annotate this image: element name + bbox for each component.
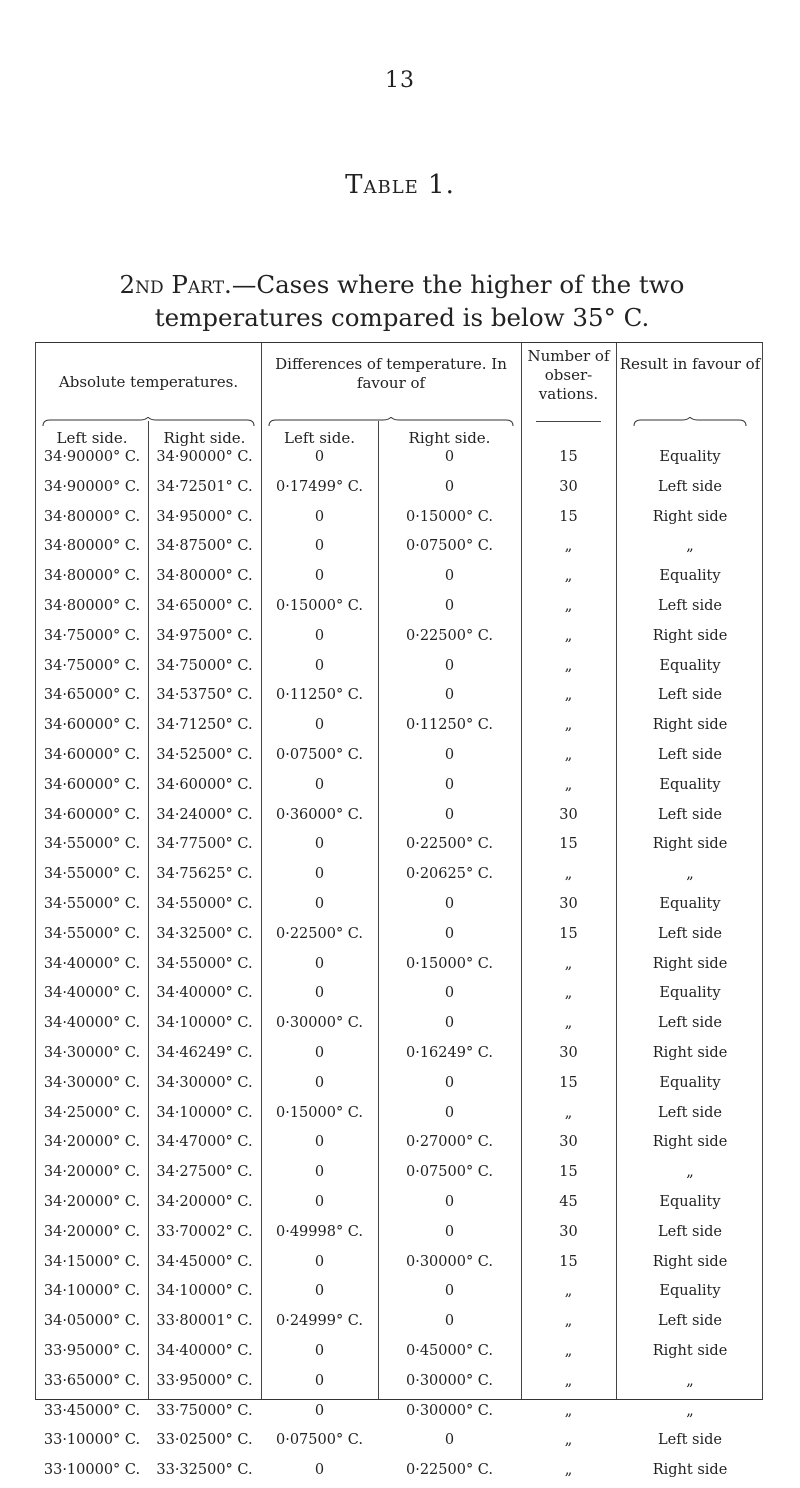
abs-left-cell: 34·20000° C. bbox=[43, 1134, 141, 1151]
table-row bbox=[36, 1369, 762, 1399]
diff-left-cell: 0 bbox=[314, 776, 325, 793]
result-cell: Left side bbox=[658, 1015, 722, 1032]
diff-right-cell: 0 bbox=[444, 1074, 455, 1091]
table-row bbox=[36, 803, 762, 833]
subtitle-text: —Cases where the higher of the two temperatures compared is below 35° C. bbox=[154, 270, 685, 332]
observations-cell: „ bbox=[564, 538, 573, 555]
observations-cell: 15 bbox=[559, 836, 578, 853]
table-row bbox=[36, 445, 762, 475]
diff-left-cell: 0·22500° C. bbox=[275, 925, 363, 942]
table-row bbox=[36, 1041, 762, 1071]
table-row bbox=[36, 773, 762, 803]
diff-right-cell: 0 bbox=[444, 746, 455, 763]
diff-left-cell: 0·36000° C. bbox=[275, 806, 363, 823]
header-result: Result in favour of bbox=[619, 355, 761, 373]
diff-left-cell: 0 bbox=[314, 1253, 325, 1270]
abs-right-cell: 34·10000° C. bbox=[156, 1104, 253, 1121]
abs-right-cell: 33·95000° C. bbox=[156, 1372, 253, 1389]
result-cell: Right side bbox=[652, 836, 728, 853]
abs-right-cell: 34·75625° C. bbox=[156, 866, 253, 883]
table-row bbox=[36, 862, 762, 892]
table-row bbox=[36, 1428, 762, 1458]
abs-left-cell: 33·10000° C. bbox=[43, 1432, 141, 1449]
abs-left-cell: 34·30000° C. bbox=[43, 1074, 141, 1091]
diff-left-cell: 0 bbox=[314, 449, 325, 465]
result-cell: Equality bbox=[659, 449, 721, 465]
table-row bbox=[36, 505, 762, 535]
abs-right-cell: 34·45000° C. bbox=[156, 1253, 253, 1270]
diff-left-cell: 0·07500° C. bbox=[275, 1432, 363, 1449]
abs-left-cell: 34·80000° C. bbox=[43, 597, 141, 614]
observations-cell: „ bbox=[564, 1104, 573, 1121]
result-cell: „ bbox=[686, 1372, 694, 1389]
result-cell: „ bbox=[686, 1164, 694, 1181]
diff-right-cell: 0 bbox=[444, 1193, 455, 1210]
table-row bbox=[36, 892, 762, 922]
result-cell: Left side bbox=[658, 1313, 722, 1330]
abs-right-cell: 34·40000° C. bbox=[156, 985, 253, 1002]
result-cell: Left side bbox=[658, 687, 722, 704]
observations-cell: „ bbox=[564, 1015, 573, 1032]
observations-cell: „ bbox=[564, 627, 573, 644]
table-subtitle bbox=[32, 268, 772, 334]
result-cell: Right side bbox=[652, 1462, 728, 1479]
observations-cell: 30 bbox=[559, 1223, 578, 1240]
observations-cell: 30 bbox=[559, 1134, 578, 1151]
observations-cell: „ bbox=[564, 597, 573, 614]
table-row bbox=[36, 624, 762, 654]
abs-right-cell: 34·47000° C. bbox=[156, 1134, 253, 1151]
abs-left-cell: 34·25000° C. bbox=[43, 1104, 141, 1121]
diff-right-cell: 0 bbox=[444, 1432, 455, 1449]
temperature-table bbox=[35, 342, 763, 1479]
result-cell: Equality bbox=[659, 895, 721, 912]
table-row bbox=[36, 594, 762, 624]
abs-left-cell: 34·80000° C. bbox=[43, 568, 141, 585]
diff-right-cell: 0 bbox=[444, 478, 455, 495]
abs-left-cell: 33·45000° C. bbox=[43, 1402, 141, 1419]
result-cell: Equality bbox=[659, 657, 721, 674]
abs-right-cell: 34·53750° C. bbox=[156, 687, 253, 704]
table-row bbox=[36, 1339, 762, 1369]
abs-left-cell: 34·90000° C. bbox=[43, 478, 141, 495]
diff-right-cell: 0 bbox=[444, 568, 455, 585]
result-cell: Left side bbox=[658, 925, 722, 942]
diff-right-cell: 0·22500° C. bbox=[405, 627, 493, 644]
observations-cell: „ bbox=[564, 1342, 573, 1359]
abs-right-cell: 34·55000° C. bbox=[156, 895, 253, 912]
diff-left-cell: 0 bbox=[314, 657, 325, 674]
result-cell: Equality bbox=[659, 1074, 721, 1091]
abs-left-cell: 34·55000° C. bbox=[43, 866, 141, 883]
result-cell: Right side bbox=[652, 1342, 728, 1359]
diff-left-cell: 0·15000° C. bbox=[275, 597, 363, 614]
table-row bbox=[36, 1101, 762, 1131]
abs-left-cell: 34·40000° C. bbox=[43, 955, 141, 972]
table-row bbox=[36, 654, 762, 684]
abs-left-cell: 34·20000° C. bbox=[43, 1223, 141, 1240]
result-cell: Right side bbox=[652, 955, 728, 972]
observations-cell: 15 bbox=[559, 1074, 578, 1091]
diff-left-cell: 0 bbox=[314, 1342, 325, 1359]
abs-left-cell: 34·55000° C. bbox=[43, 895, 141, 912]
diff-right-cell: 0 bbox=[444, 806, 455, 823]
brace-differences bbox=[268, 417, 514, 427]
header-left-side: Left side. bbox=[56, 429, 128, 447]
abs-right-cell: 34·10000° C. bbox=[156, 1283, 253, 1300]
diff-right-cell: 0·30000° C. bbox=[405, 1372, 493, 1389]
diff-left-cell: 0 bbox=[314, 1193, 325, 1210]
abs-right-cell: 34·55000° C. bbox=[156, 955, 253, 972]
table-row bbox=[36, 683, 762, 713]
diff-left-cell: 0 bbox=[314, 1074, 325, 1091]
header-diff-right-side: Right side. bbox=[408, 429, 491, 447]
diff-left-cell: 0·15000° C. bbox=[275, 1104, 363, 1121]
diff-left-cell: 0 bbox=[314, 538, 325, 555]
table-row bbox=[36, 1190, 762, 1220]
observations-cell: „ bbox=[564, 1462, 573, 1479]
result-cell: Left side bbox=[658, 597, 722, 614]
abs-left-cell: 34·60000° C. bbox=[43, 746, 141, 763]
observations-cell: 15 bbox=[559, 508, 578, 525]
observations-cell: „ bbox=[564, 657, 573, 674]
diff-right-cell: 0·07500° C. bbox=[405, 538, 493, 555]
brace-result bbox=[633, 417, 747, 427]
observations-cell: „ bbox=[564, 687, 573, 704]
diff-right-cell: 0·45000° C. bbox=[405, 1342, 493, 1359]
diff-right-cell: 0 bbox=[444, 1015, 455, 1032]
table-row bbox=[36, 1220, 762, 1250]
table-row bbox=[36, 534, 762, 564]
result-cell: Right side bbox=[652, 1253, 728, 1270]
diff-right-cell: 0·15000° C. bbox=[405, 508, 493, 525]
abs-left-cell: 34·55000° C. bbox=[43, 925, 141, 942]
result-cell: Right side bbox=[652, 1134, 728, 1151]
result-cell: Equality bbox=[659, 776, 721, 793]
result-cell: Equality bbox=[659, 568, 721, 585]
table-row bbox=[36, 1250, 762, 1280]
abs-left-cell: 34·05000° C. bbox=[43, 1313, 141, 1330]
observations-cell: 15 bbox=[559, 1253, 578, 1270]
diff-right-cell: 0·20625° C. bbox=[405, 866, 493, 883]
abs-right-cell: 33·02500° C. bbox=[156, 1432, 253, 1449]
abs-left-cell: 34·80000° C. bbox=[43, 508, 141, 525]
observations-cell: 15 bbox=[559, 449, 578, 465]
abs-left-cell: 34·15000° C. bbox=[43, 1253, 141, 1270]
diff-left-cell: 0 bbox=[314, 1044, 325, 1061]
result-cell: Left side bbox=[658, 746, 722, 763]
diff-right-cell: 0 bbox=[444, 895, 455, 912]
table-row bbox=[36, 713, 762, 743]
diff-right-cell: 0·27000° C. bbox=[405, 1134, 493, 1151]
result-cell: Left side bbox=[658, 1104, 722, 1121]
diff-left-cell: 0·30000° C. bbox=[275, 1015, 363, 1032]
diff-left-cell: 0 bbox=[314, 568, 325, 585]
abs-right-cell: 33·70002° C. bbox=[156, 1223, 253, 1240]
diff-left-cell: 0 bbox=[314, 1283, 325, 1300]
page-number: 13 bbox=[385, 68, 415, 93]
diff-left-cell: 0 bbox=[314, 1134, 325, 1151]
header-number-of-observations: Number of obser- vations. bbox=[527, 347, 610, 403]
abs-right-cell: 34·40000° C. bbox=[156, 1342, 253, 1359]
diff-right-cell: 0 bbox=[444, 925, 455, 942]
abs-right-cell: 34·87500° C. bbox=[156, 538, 253, 555]
abs-right-cell: 34·65000° C. bbox=[156, 597, 253, 614]
table-row bbox=[36, 1011, 762, 1041]
abs-right-cell: 34·77500° C. bbox=[156, 836, 253, 853]
observations-cell: „ bbox=[564, 568, 573, 585]
result-cell: „ bbox=[686, 1402, 694, 1419]
observations-cell: „ bbox=[564, 776, 573, 793]
abs-left-cell: 34·60000° C. bbox=[43, 806, 141, 823]
diff-right-cell: 0 bbox=[444, 1223, 455, 1240]
diff-left-cell: 0 bbox=[314, 508, 325, 525]
abs-left-cell: 34·65000° C. bbox=[43, 687, 141, 704]
observations-cell: 30 bbox=[559, 478, 578, 495]
abs-right-cell: 34·75000° C. bbox=[156, 657, 253, 674]
observations-cell: „ bbox=[564, 746, 573, 763]
table-row bbox=[36, 952, 762, 982]
observations-cell: „ bbox=[564, 1432, 573, 1449]
diff-right-cell: 0 bbox=[444, 776, 455, 793]
abs-right-cell: 33·75000° C. bbox=[156, 1402, 253, 1419]
diff-right-cell: 0·22500° C. bbox=[405, 1462, 493, 1479]
result-cell: Equality bbox=[659, 1283, 721, 1300]
table-row bbox=[36, 475, 762, 505]
observations-cell: „ bbox=[564, 955, 573, 972]
diff-left-cell: 0 bbox=[314, 1402, 325, 1419]
diff-right-cell: 0 bbox=[444, 597, 455, 614]
abs-right-cell: 34·24000° C. bbox=[156, 806, 253, 823]
observations-cell: „ bbox=[564, 1372, 573, 1389]
result-cell: Left side bbox=[658, 806, 722, 823]
abs-left-cell: 34·40000° C. bbox=[43, 985, 141, 1002]
abs-right-cell: 34·32500° C. bbox=[156, 925, 253, 942]
header-absolute-temperatures: Absolute temperatures. bbox=[58, 373, 239, 391]
diff-left-cell: 0 bbox=[314, 717, 325, 734]
diff-left-cell: 0 bbox=[314, 866, 325, 883]
abs-right-cell: 34·20000° C. bbox=[156, 1193, 253, 1210]
diff-left-cell: 0 bbox=[314, 1164, 325, 1181]
observations-cell: 30 bbox=[559, 1044, 578, 1061]
observations-cell: 30 bbox=[559, 806, 578, 823]
header-diff-left-side: Left side. bbox=[284, 429, 355, 447]
table-row bbox=[36, 1458, 762, 1488]
abs-left-cell: 34·75000° C. bbox=[43, 627, 141, 644]
abs-right-cell: 34·95000° C. bbox=[156, 508, 253, 525]
diff-right-cell: 0 bbox=[444, 1283, 455, 1300]
result-cell: „ bbox=[686, 538, 694, 555]
abs-left-cell: 34·90000° C. bbox=[43, 449, 141, 465]
abs-left-cell: 34·60000° C. bbox=[43, 717, 141, 734]
abs-right-cell: 34·90000° C. bbox=[156, 449, 253, 465]
header-differences: Differences of temperature. In favour of bbox=[275, 355, 507, 392]
diff-right-cell: 0·22500° C. bbox=[405, 836, 493, 853]
diff-left-cell: 0 bbox=[314, 985, 325, 1002]
abs-right-cell: 34·80000° C. bbox=[156, 568, 253, 585]
abs-left-cell: 34·75000° C. bbox=[43, 657, 141, 674]
table-row bbox=[36, 1309, 762, 1339]
abs-left-cell: 34·55000° C. bbox=[43, 836, 141, 853]
observations-cell: 45 bbox=[559, 1193, 578, 1210]
diff-left-cell: 0 bbox=[314, 1462, 325, 1479]
diff-right-cell: 0·30000° C. bbox=[405, 1402, 493, 1419]
diff-right-cell: 0 bbox=[444, 985, 455, 1002]
diff-right-cell: 0·15000° C. bbox=[405, 955, 493, 972]
result-cell: Left side bbox=[658, 1223, 722, 1240]
table-row bbox=[36, 1399, 762, 1429]
abs-right-cell: 34·71250° C. bbox=[156, 717, 253, 734]
result-cell: „ bbox=[686, 866, 694, 883]
table-title: Table 1. bbox=[345, 170, 455, 200]
diff-right-cell: 0 bbox=[444, 657, 455, 674]
table-row bbox=[36, 743, 762, 773]
table-row bbox=[36, 564, 762, 594]
result-cell: Left side bbox=[658, 478, 722, 495]
abs-left-cell: 34·40000° C. bbox=[43, 1015, 141, 1032]
result-cell: Equality bbox=[659, 1193, 721, 1210]
header-right-side: Right side. bbox=[163, 429, 246, 447]
abs-left-cell: 34·80000° C. bbox=[43, 538, 141, 555]
brace-absolute bbox=[42, 417, 255, 427]
table-body bbox=[36, 445, 762, 1488]
abs-right-cell: 33·80001° C. bbox=[156, 1313, 253, 1330]
observations-cell: 15 bbox=[559, 925, 578, 942]
diff-left-cell: 0·49998° C. bbox=[275, 1223, 363, 1240]
observations-cell: 30 bbox=[559, 895, 578, 912]
diff-right-cell: 0·30000° C. bbox=[405, 1253, 493, 1270]
table-row bbox=[36, 1071, 762, 1101]
abs-right-cell: 34·27500° C. bbox=[156, 1164, 253, 1181]
diff-left-cell: 0 bbox=[314, 1372, 325, 1389]
abs-right-cell: 34·52500° C. bbox=[156, 746, 253, 763]
observations-cell: „ bbox=[564, 985, 573, 1002]
abs-left-cell: 34·20000° C. bbox=[43, 1164, 141, 1181]
diff-right-cell: 0 bbox=[444, 449, 455, 465]
diff-left-cell: 0 bbox=[314, 627, 325, 644]
diff-left-cell: 0·17499° C. bbox=[275, 478, 363, 495]
abs-right-cell: 34·10000° C. bbox=[156, 1015, 253, 1032]
diff-right-cell: 0·16249° C. bbox=[405, 1044, 493, 1061]
abs-left-cell: 34·60000° C. bbox=[43, 776, 141, 793]
abs-left-cell: 33·65000° C. bbox=[43, 1372, 141, 1389]
result-cell: Right side bbox=[652, 508, 728, 525]
result-cell: Equality bbox=[659, 985, 721, 1002]
diff-left-cell: 0 bbox=[314, 836, 325, 853]
header-rule bbox=[536, 421, 601, 422]
abs-left-cell: 33·10000° C. bbox=[43, 1462, 141, 1479]
table-row bbox=[36, 1160, 762, 1190]
table-row bbox=[36, 832, 762, 862]
diff-left-cell: 0 bbox=[314, 895, 325, 912]
diff-right-cell: 0·07500° C. bbox=[405, 1164, 493, 1181]
diff-left-cell: 0 bbox=[314, 955, 325, 972]
diff-left-cell: 0·24999° C. bbox=[275, 1313, 363, 1330]
observations-cell: „ bbox=[564, 866, 573, 883]
subtitle-lead: 2nd Part. bbox=[119, 270, 232, 299]
table-row bbox=[36, 981, 762, 1011]
observations-cell: „ bbox=[564, 1313, 573, 1330]
observations-cell: 15 bbox=[559, 1164, 578, 1181]
diff-right-cell: 0 bbox=[444, 1313, 455, 1330]
diff-right-cell: 0 bbox=[444, 1104, 455, 1121]
result-cell: Right side bbox=[652, 627, 728, 644]
abs-left-cell: 34·10000° C. bbox=[43, 1283, 141, 1300]
diff-left-cell: 0·07500° C. bbox=[275, 746, 363, 763]
abs-right-cell: 33·32500° C. bbox=[156, 1462, 253, 1479]
diff-right-cell: 0 bbox=[444, 687, 455, 704]
result-cell: Right side bbox=[652, 717, 728, 734]
table-row bbox=[36, 922, 762, 952]
abs-left-cell: 34·30000° C. bbox=[43, 1044, 141, 1061]
diff-right-cell: 0·11250° C. bbox=[405, 717, 493, 734]
diff-left-cell: 0·11250° C. bbox=[275, 687, 363, 704]
table-row bbox=[36, 1279, 762, 1309]
observations-cell: „ bbox=[564, 717, 573, 734]
observations-cell: „ bbox=[564, 1402, 573, 1419]
abs-right-cell: 34·46249° C. bbox=[156, 1044, 253, 1061]
abs-right-cell: 34·30000° C. bbox=[156, 1074, 253, 1091]
result-cell: Right side bbox=[652, 1044, 728, 1061]
abs-left-cell: 33·95000° C. bbox=[43, 1342, 141, 1359]
abs-right-cell: 34·97500° C. bbox=[156, 627, 253, 644]
abs-right-cell: 34·60000° C. bbox=[156, 776, 253, 793]
result-cell: Left side bbox=[658, 1432, 722, 1449]
table-row bbox=[36, 1130, 762, 1160]
abs-left-cell: 34·20000° C. bbox=[43, 1193, 141, 1210]
abs-right-cell: 34·72501° C. bbox=[156, 478, 253, 495]
observations-cell: „ bbox=[564, 1283, 573, 1300]
